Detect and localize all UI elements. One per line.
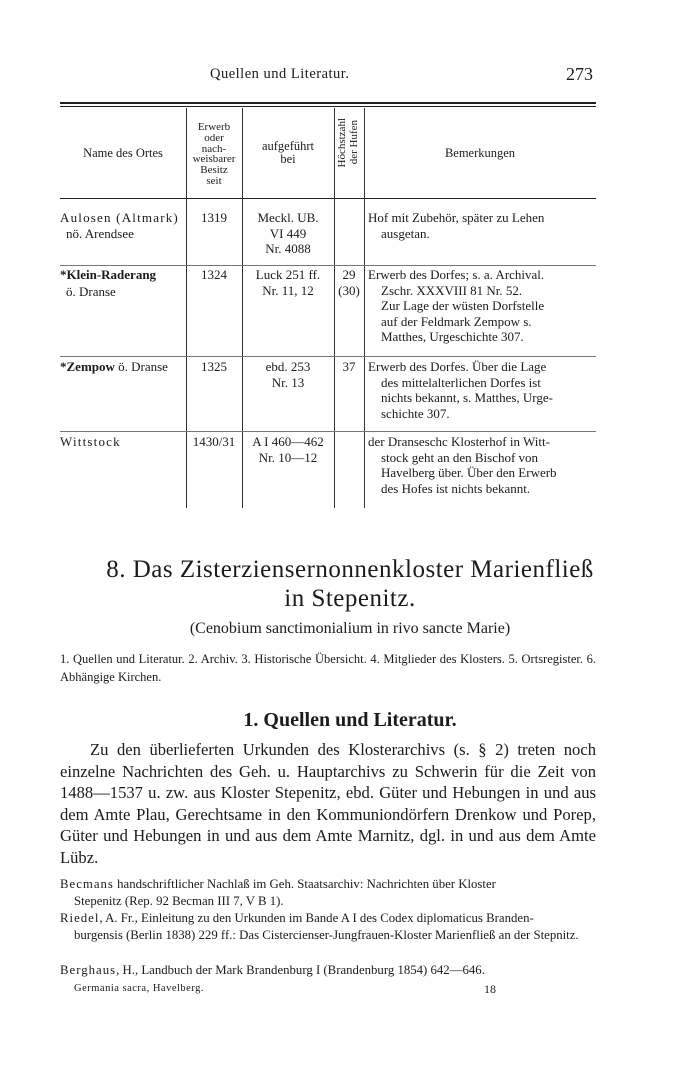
section-title: 8. Das Zisterziensernonnenkloster Marienfließ: [106, 556, 594, 583]
section-contents: 1. Quellen und Literatur. 2. Archiv. 3. Historische Übersicht. 4. Mitglieder des Klosters. 5. Ortsregister. 6. Abhängige Kirchen.: [60, 652, 596, 684]
header-erwerb-line: oder: [204, 131, 224, 144]
header-bemerkungen: Bemerkungen: [444, 146, 516, 160]
row-hufen-line: 29: [342, 267, 356, 282]
reference-entry: [60, 876, 596, 910]
row-remarks-line: ausgetan.: [381, 225, 430, 241]
row-reference: [242, 434, 334, 465]
reference-entry: [60, 962, 596, 979]
section-title-line2: in Stepenitz.: [284, 585, 416, 612]
row-reference-line: ebd. 253: [265, 359, 311, 374]
row-hufen-line: (30): [338, 282, 360, 298]
header-erwerb-line: Besitz: [200, 164, 228, 177]
body-paragraph: Zu den überlieferten Urkunden des Klosterarchivs (s. § 2) treten noch einzelne Nachrichten des Geh. u. Hauptarchivs zu Schwerin für die Zeit von 1488—1537 u. zw. aus Kloster Stepenitz, ebd. Güter und Hebungen in und aus dem Amte Plau, Gerechtsame in den Kommuniondörfern Drenkow und Porep, Güter und Hebungen in und aus dem Amte Marnitz, dgl. in und aus dem Amte Lübz.: [60, 740, 596, 867]
reference-entry: [60, 910, 596, 944]
header-erwerb-line: weisbarer: [192, 153, 236, 166]
column-divider: [364, 108, 365, 508]
row-remarks-line: stock geht an den Bischof von: [381, 449, 539, 465]
column-divider: [334, 108, 335, 508]
row-place-name-text: Zempow: [66, 359, 115, 374]
header-erwerb-line: Erwerb: [197, 121, 231, 133]
row-year: 1319: [201, 210, 227, 225]
table-top-rule: [60, 102, 596, 104]
row-year: 1324: [201, 267, 227, 282]
row-remarks-line: des Hofes ist nichts bekannt.: [381, 480, 531, 496]
row-place-name-text: Klein-Raderang: [66, 267, 157, 282]
row-remarks-line: Zur Lage der wüsten Dorfstelle: [381, 298, 545, 313]
row-remarks-line: des mittelalterlichen Dorfes ist: [381, 374, 541, 390]
row-remarks-line: der Dranseschc Klosterhof in Witt-: [368, 434, 550, 449]
row-place-location: ö. Dranse: [114, 359, 168, 374]
header-aufgefuehrt-line: bei: [280, 152, 296, 166]
row-reference: [242, 210, 334, 257]
row-reference: [242, 267, 334, 298]
row-place-name: [60, 267, 156, 283]
table-top-rule-thin: [60, 106, 596, 107]
reference-author: Berghaus: [60, 963, 117, 977]
reference-text: Stepenitz (Rep. 92 Becman III 7, V B 1).: [74, 894, 284, 908]
row-hufen: [334, 359, 364, 375]
row-star-mark: *: [60, 267, 67, 282]
row-remarks-line: Matthes, Urgeschichte 307.: [381, 329, 524, 344]
running-head-title: Quellen und Literatur.: [210, 66, 350, 82]
row-reference-line: A I 460—462: [252, 434, 324, 449]
page-number: 273: [566, 64, 593, 84]
row-star-mark: *: [60, 359, 67, 374]
row-reference-line: Nr. 11, 12: [262, 282, 314, 298]
row-hufen-line: 37: [342, 359, 356, 374]
row-place-location: ö. Dranse: [66, 284, 116, 299]
row-remarks-line: Zschr. XXXVIII 81 Nr. 52.: [381, 282, 523, 298]
header-name: Name des Ortes: [83, 146, 163, 160]
row-remarks-line: Havelberg über. Über den Erwerb: [381, 465, 557, 480]
section-subtitle: (Cenobium sanctimonialium in rivo sancte Marie): [189, 620, 511, 637]
row-place-name: Aulosen (Altmark): [60, 210, 179, 225]
row-reference-line: Nr. 4088: [265, 241, 311, 256]
row-remarks-line: Erwerb des Dorfes; s. a. Archival.: [368, 267, 545, 282]
reference-text: burgensis (Berlin 1838) 229 ff.: Das Cistercienser-Jungfrauen-Kloster Marienfließ an der Stepnitz.: [74, 928, 579, 942]
row-year: 1430/31: [192, 434, 236, 449]
row-remarks: [368, 267, 594, 345]
sheet-number: 18: [484, 982, 496, 996]
row-reference-line: Luck 251 ff.: [255, 267, 321, 282]
row-remarks-line: Erwerb des Dorfes. Über die Lage: [368, 359, 547, 374]
row-reference-line: Nr. 13: [271, 374, 305, 390]
row-remarks-line: auf der Feldmark Zempow s.: [381, 313, 532, 329]
row-divider: [60, 431, 596, 432]
header-erwerb-line: nach-: [201, 142, 227, 155]
reference-text: , H., Landbuch der Mark Brandenburg I (Brandenburg 1854) 642—646.: [116, 963, 485, 977]
header-erwerb-line: seit: [206, 174, 222, 187]
row-remarks-line: Hof mit Zubehör, später zu Lehen: [368, 210, 545, 225]
running-head: [0, 66, 700, 88]
row-remarks: [368, 434, 594, 496]
signature-line: Germania sacra, Havelberg.: [74, 983, 204, 994]
row-remarks: [368, 210, 594, 241]
row-divider: [60, 265, 596, 266]
header-erwerb: [186, 122, 242, 187]
row-reference-line: VI 449: [269, 225, 307, 241]
row-year: 1325: [201, 359, 227, 374]
header-aufgefuehrt: [242, 140, 334, 166]
row-remarks-line: schichte 307.: [381, 405, 450, 421]
reference-text: handschriftlicher Nachlaß im Geh. Staatsarchiv: Nachrichten über Kloster: [113, 877, 496, 891]
row-remarks-line: nichts bekannt, s. Matthes, Urge-: [381, 390, 553, 405]
row-place-name: [60, 359, 168, 375]
row-place-name: Wittstock: [60, 434, 121, 449]
table-header-rule: [60, 198, 596, 199]
header-hufen-2: der Hufen: [348, 120, 360, 165]
row-reference: [242, 359, 334, 390]
row-place-location: nö. Arendsee: [66, 226, 134, 241]
reference-author: Riedel: [60, 911, 100, 925]
reference-author: Becmans: [60, 877, 114, 891]
row-hufen: [334, 267, 364, 298]
row-divider: [60, 356, 596, 357]
reference-text: , A. Fr., Einleitung zu den Urkunden im Bande A I des Codex diplomaticus Branden-: [99, 911, 534, 925]
header-aufgefuehrt-line: aufgeführt: [261, 139, 315, 153]
row-reference-line: Meckl. UB.: [257, 210, 319, 225]
subsection-heading: 1. Quellen und Literatur.: [243, 709, 457, 731]
row-remarks: [368, 359, 594, 421]
row-reference-line: Nr. 10—12: [258, 449, 318, 465]
header-hufen-1: Höchstzahl: [336, 118, 348, 168]
